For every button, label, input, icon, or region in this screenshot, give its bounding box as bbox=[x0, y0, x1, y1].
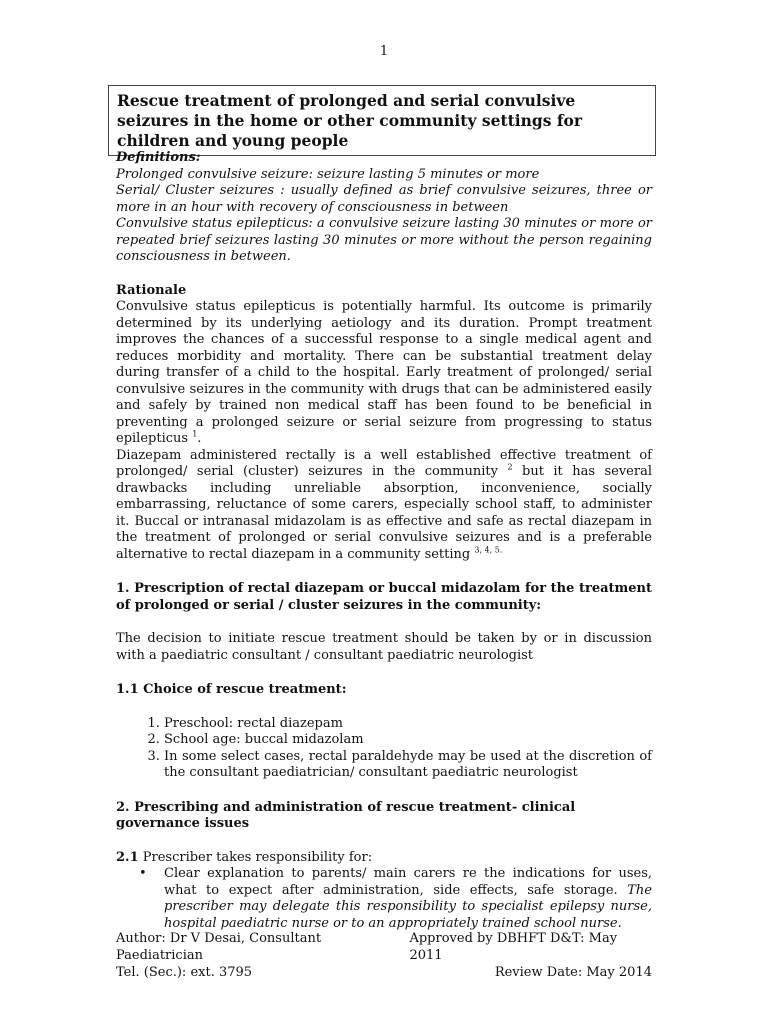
section-1-1-heading: 1.1 Choice of rescue treatment: bbox=[116, 682, 347, 697]
section-2-1-lead-text: Prescriber takes responsibility for: bbox=[138, 849, 373, 865]
definition-status: Convulsive status epilepticus: a convulsive seizure lasting 30 minutes or more or repeated brief seizures lasting 30 minutes or more without the person regaining consciousness in between. bbox=[116, 216, 652, 264]
rationale-paragraph-1 bbox=[116, 299, 652, 448]
rescue-treatment-list bbox=[116, 716, 652, 782]
section-1 bbox=[116, 581, 652, 664]
definition-serial: Serial/ Cluster seizures : usually defined as brief convulsive seizures, three or more in an hour with recovery of consciousness in between bbox=[116, 183, 652, 215]
list-item: 2. School age: buccal midazolam bbox=[164, 732, 652, 749]
section-1-body: The decision to initiate rescue treatment should be taken by or in discussion with a paediatric consultant / consultant paediatric neurologist bbox=[116, 631, 652, 663]
rationale-p1-end: . bbox=[197, 431, 202, 446]
section-1-1 bbox=[116, 682, 652, 782]
rationale-p1-text: Convulsive status epilepticus is potentially harmful. Its outcome is primarily determined by its underlying aetiology and its duration. Prompt treatment improves the chances of a successful response to a single medical agent and reduces morbidity and mortality. There can be substantial treatment delay during transfer of a child to the hospital. Early treatment of prolonged/ serial convulsive seizures in the community with drugs that can be administered easily and safely by trained non medical staff has been found to be beneficial in preventing a prolonged seizure or serial seizure from progressing to status epilepticus bbox=[116, 299, 652, 446]
footer-row-2 bbox=[116, 964, 652, 981]
bullet-plain-text: Clear explanation to parents/ main carers re the indications for uses, what to expect after administration, side effects, safe storage. bbox=[164, 866, 652, 898]
reference-2: 2 bbox=[507, 462, 513, 472]
page-number: 1 bbox=[379, 44, 389, 59]
footer-row-1 bbox=[116, 930, 652, 964]
rationale-p2-text-a: Diazepam administered rectally is a well established effective treatment of prolonged/ serial (cluster) seizures in the community bbox=[116, 447, 652, 479]
section-2-1 bbox=[116, 850, 652, 933]
section-2-1-number: 2.1 bbox=[116, 849, 139, 865]
section-1-heading: 1. Prescription of rectal diazepam or buccal midazolam for the treatment of prolonged or serial / cluster seizures in the community: bbox=[116, 581, 652, 613]
document-title: Rescue treatment of prolonged and serial convulsive seizures in the home or other community settings for children and young people bbox=[108, 85, 656, 156]
definition-prolonged: Prolonged convulsive seizure: seizure lasting 5 minutes or more bbox=[116, 166, 540, 182]
footer-review: Review Date: May 2014 bbox=[494, 965, 652, 980]
section-2-heading: 2. Prescribing and administration of rescue treatment- clinical governance issues bbox=[116, 799, 576, 831]
rationale-paragraph-2 bbox=[116, 448, 652, 564]
bullet-italic-text: The prescriber may delegate this responsibility to specialist epilepsy nurse, hospital paediatric nurse or to an appropriately trained school nurse. bbox=[164, 882, 652, 931]
reference-3-4-5: 3, 4, 5. bbox=[474, 545, 503, 555]
prescriber-responsibility-list bbox=[116, 866, 652, 932]
document-footer bbox=[116, 930, 652, 981]
footer-approved: Approved by DBHFT D&T: May 2011 bbox=[409, 931, 618, 963]
footer-tel: Tel. (Sec.): ext. 3795 bbox=[116, 965, 253, 980]
list-item: 3. In some select cases, rectal paraldehyde may be used at the discretion of the consultant paediatrician/ consultant paediatric neurologist bbox=[164, 749, 652, 782]
rationale-p2-text-b: but it has several drawbacks including unreliable absorption, inconvenience, socially embarrassing, reluctance of some carers, especially school staff, to administer it. Buccal or intranasal midazolam is as effective and safe as rectal diazepam in the treatment of prolonged or serial convulsive seizures and is a preferable alternative to rectal diazepam in a community setting bbox=[116, 464, 652, 562]
rationale-heading: Rationale bbox=[116, 282, 187, 298]
definitions-section bbox=[116, 150, 652, 266]
list-item: 1. Preschool: rectal diazepam bbox=[164, 716, 652, 733]
section-2 bbox=[116, 800, 652, 833]
rationale-section bbox=[116, 283, 652, 564]
document-body bbox=[116, 150, 652, 932]
bullet-icon: • bbox=[139, 866, 147, 881]
section-2-1-lead bbox=[116, 850, 652, 867]
definitions-heading: Definitions: bbox=[116, 150, 201, 165]
footer-author: Author: Dr V Desai, Consultant Paediatrician bbox=[116, 931, 322, 963]
reference-1: 1 bbox=[192, 429, 198, 439]
list-item bbox=[139, 866, 652, 932]
